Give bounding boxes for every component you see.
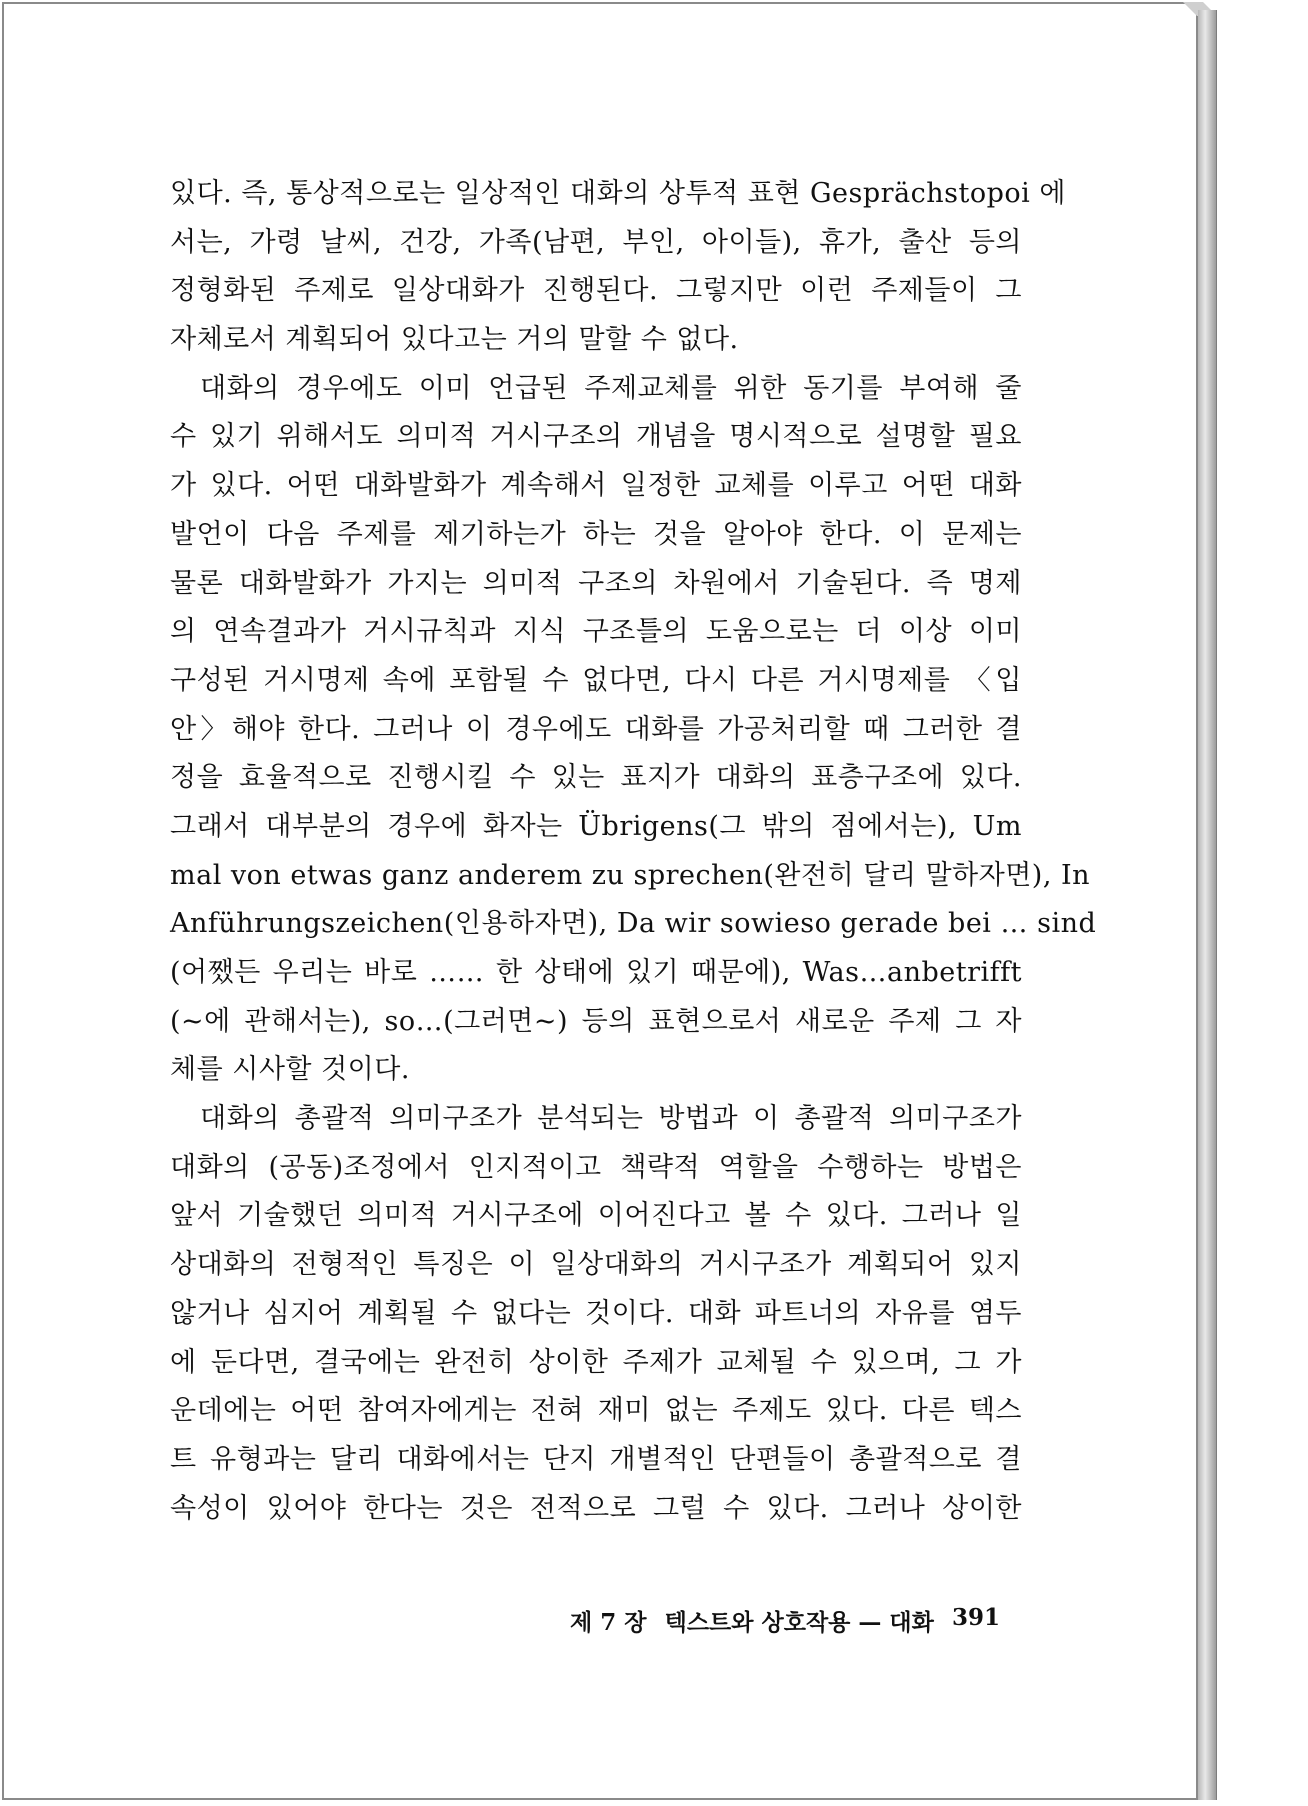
text-line: Anführungszeichen(인용하자면), Da wir sowieso gerade bei … sind	[170, 908, 1097, 940]
footer-chapter: 제 7 장	[570, 1609, 647, 1636]
text-line: 앞서 기술했던 의미적 거시구조에 이어진다고 볼 수 있다. 그러나 일	[170, 1200, 1022, 1232]
page-edge-shadow	[1198, 10, 1217, 1800]
text-line: 트 유형과는 달리 대화에서는 단지 개별적인 단편들이 총괄적으로 결	[170, 1443, 1022, 1475]
text-line: 서는, 가령 날씨, 건강, 가족(남편, 부인, 아이들), 휴가, 출산 등의	[170, 226, 1022, 258]
running-footer	[570, 1604, 1000, 1637]
page-number: 391	[951, 1604, 1000, 1631]
text-line: 있다. 즉, 통상적으로는 일상적인 대화의 상투적 표현 Gesprächstopoi 에	[170, 178, 1066, 209]
text-line: 자체로서 계획되어 있다고는 거의 말할 수 없다.	[170, 324, 739, 356]
text-line: 발언이 다음 주제를 제기하는가 하는 것을 알아야 한다. 이 문제는	[170, 518, 1022, 550]
text-line: mal von etwas ganz anderem zu sprechen(완전히 달리 말하자면), In	[170, 859, 1091, 891]
text-line: 정형화된 주제로 일상대화가 진행된다. 그렇지만 이런 주제들이 그	[170, 275, 1022, 307]
text-line: 에 둔다면, 결국에는 완전히 상이한 주제가 교체될 수 있으며, 그 가	[170, 1346, 1022, 1378]
text-line: 대화의 총괄적 의미구조가 분석되는 방법과 이 총괄적 의미구조가	[200, 1103, 1022, 1135]
text-line: 가 있다. 어떤 대화발화가 계속해서 일정한 교체를 이루고 어떤 대화	[170, 470, 1022, 502]
text-line: 상대화의 전형적인 특징은 이 일상대화의 거시구조가 계획되어 있지	[170, 1249, 1022, 1281]
text-line: 수 있기 위해서도 의미적 거시구조의 개념을 명시적으로 설명할 필요	[170, 421, 1022, 453]
text-line: 않거나 심지어 계획될 수 없다는 것이다. 대화 파트너의 자유를 염두	[170, 1297, 1022, 1329]
text-line: (어쨌든 우리는 바로 …… 한 상태에 있기 때문에), Was…anbetrifft	[170, 957, 1022, 988]
text-line: 대화의 (공동)조정에서 인지적이고 책략적 역할을 수행하는 방법은	[170, 1151, 1022, 1183]
text-line: 의 연속결과가 거시규칙과 지식 구조틀의 도움으로는 더 이상 이미	[170, 616, 1022, 648]
text-line: 물론 대화발화가 가지는 의미적 구조의 차원에서 기술된다. 즉 명제	[170, 567, 1022, 599]
text-line: 속성이 있어야 한다는 것은 전적으로 그럴 수 있다. 그러나 상이한	[170, 1492, 1022, 1524]
text-line: 정을 효율적으로 진행시킬 수 있는 표지가 대화의 표층구조에 있다.	[170, 762, 1022, 794]
text-line: 안〉해야 한다. 그러나 이 경우에도 대화를 가공처리할 때 그러한 결	[170, 713, 1022, 745]
text-line: 운데에는 어떤 참여자에게는 전혀 재미 없는 주제도 있다. 다른 텍스	[170, 1395, 1022, 1427]
text-line: 대화의 경우에도 이미 언급된 주제교체를 위한 동기를 부여해 줄	[200, 372, 1022, 404]
text-line: 체를 시사할 것이다.	[170, 1054, 410, 1086]
text-line: (~에 관해서는), so…(그러면~) 등의 표현으로서 새로운 주제 그 자	[170, 1005, 1022, 1037]
body-text	[170, 170, 1097, 1533]
footer-title: 텍스트와 상호작용 — 대화	[664, 1609, 934, 1636]
text-line: 구성된 거시명제 속에 포함될 수 없다면, 다시 다른 거시명제를 〈입	[170, 664, 1022, 696]
text-line: 그래서 대부분의 경우에 화자는 Übrigens(그 밖의 점에서는), Um	[170, 810, 1022, 842]
